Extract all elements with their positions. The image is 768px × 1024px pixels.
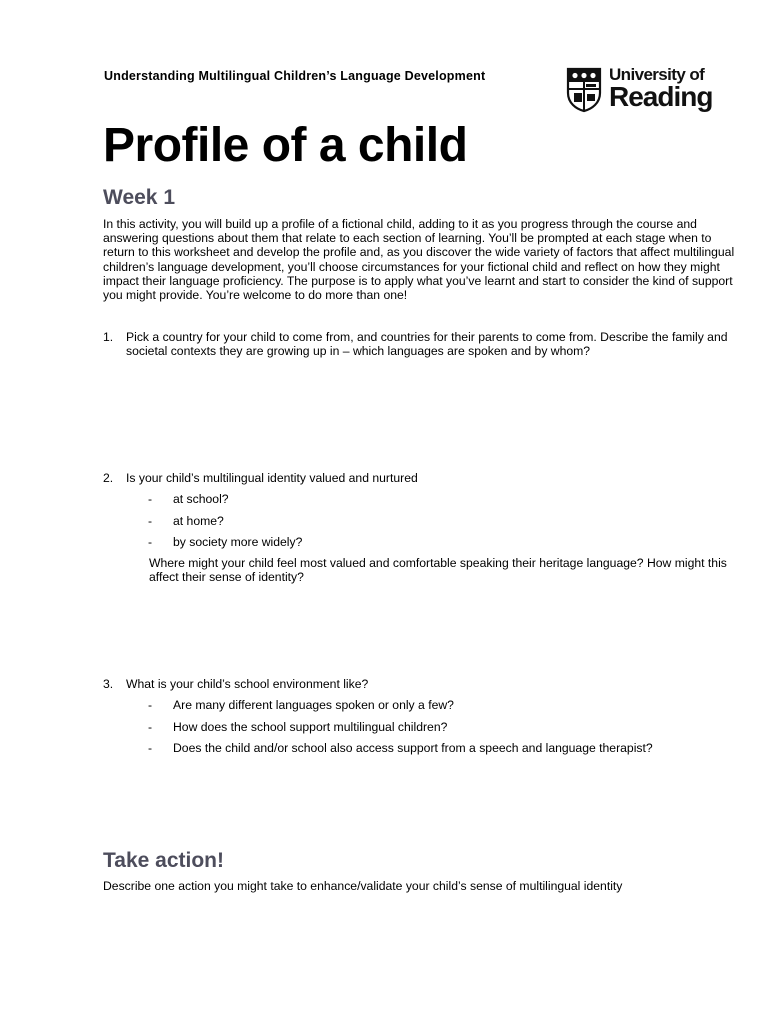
- logo-text-line1: University of: [609, 65, 705, 84]
- question-3: [103, 677, 743, 691]
- question-text: Pick a country for your child to come from, and countries for their parents to come from. Describe the family and societal contexts they are growing up in – which languages are spoken and by whom?: [126, 330, 728, 359]
- bullet-text: by society more widely?: [173, 535, 303, 549]
- logo-text-line2: Reading: [609, 81, 713, 112]
- bullet-dash: -: [148, 492, 153, 506]
- question-number: 1.: [103, 330, 114, 344]
- bullet-dash: -: [148, 741, 153, 755]
- bullet-text: at home?: [173, 513, 224, 528]
- list-item: [148, 698, 748, 720]
- university-logo: [566, 65, 726, 117]
- question-2-bullets: [148, 492, 748, 557]
- list-item: [148, 535, 748, 557]
- bullet-text: at school?: [173, 492, 229, 506]
- take-action-text: Describe one action you might take to enhance/validate your child’s sense of multilingual identity: [103, 879, 623, 893]
- bullet-text: How does the school support multilingual children?: [173, 719, 448, 734]
- question-3-bullets: [148, 698, 748, 763]
- week-heading: Week 1: [103, 186, 175, 209]
- course-title: Understanding Multilingual Children’s Language Development: [104, 69, 486, 83]
- intro-paragraph: In this activity, you will build up a profile of a fictional child, adding to it as you progress through the course and answering questions about them that relate to each section of learning. You’ll be prompted at each stage when to return to this worksheet and develop the profile and, as you discover the wide variety of factors that affect multilingual children’s language development, you’ll choose circumstances for your fictional child and reflect on how they might impact their language proficiency. The purpose is to apply what you’ve learnt and start to consider the kind of support you might provide. You’re welcome to do more than one!: [103, 217, 735, 303]
- question-text: Is your child’s multilingual identity valued and nurtured: [126, 471, 418, 485]
- list-item: [148, 492, 748, 514]
- bullet-dash: -: [148, 698, 153, 712]
- question-1: [103, 330, 743, 358]
- bullet-text: Are many different languages spoken or only a few?: [173, 698, 454, 712]
- question-number: 3.: [103, 677, 114, 691]
- list-item: [148, 720, 748, 742]
- bullet-dash: -: [148, 719, 153, 734]
- bullet-dash: -: [148, 513, 153, 528]
- question-text: What is your child’s school environment like?: [126, 677, 369, 691]
- take-action-heading: Take action!: [103, 849, 224, 872]
- list-item: [148, 514, 748, 536]
- question-number: 2.: [103, 471, 114, 485]
- list-item: [148, 741, 748, 763]
- bullet-dash: -: [148, 535, 153, 549]
- university-crest-icon: [566, 67, 602, 113]
- question-2: [103, 471, 743, 485]
- question-2-followup: Where might your child feel most valued and comfortable speaking their heritage language? How might this affect their sense of identity?: [149, 556, 727, 585]
- page-title: Profile of a child: [103, 119, 468, 172]
- bullet-text: Does the child and/or school also access support from a speech and language therapist?: [173, 741, 653, 755]
